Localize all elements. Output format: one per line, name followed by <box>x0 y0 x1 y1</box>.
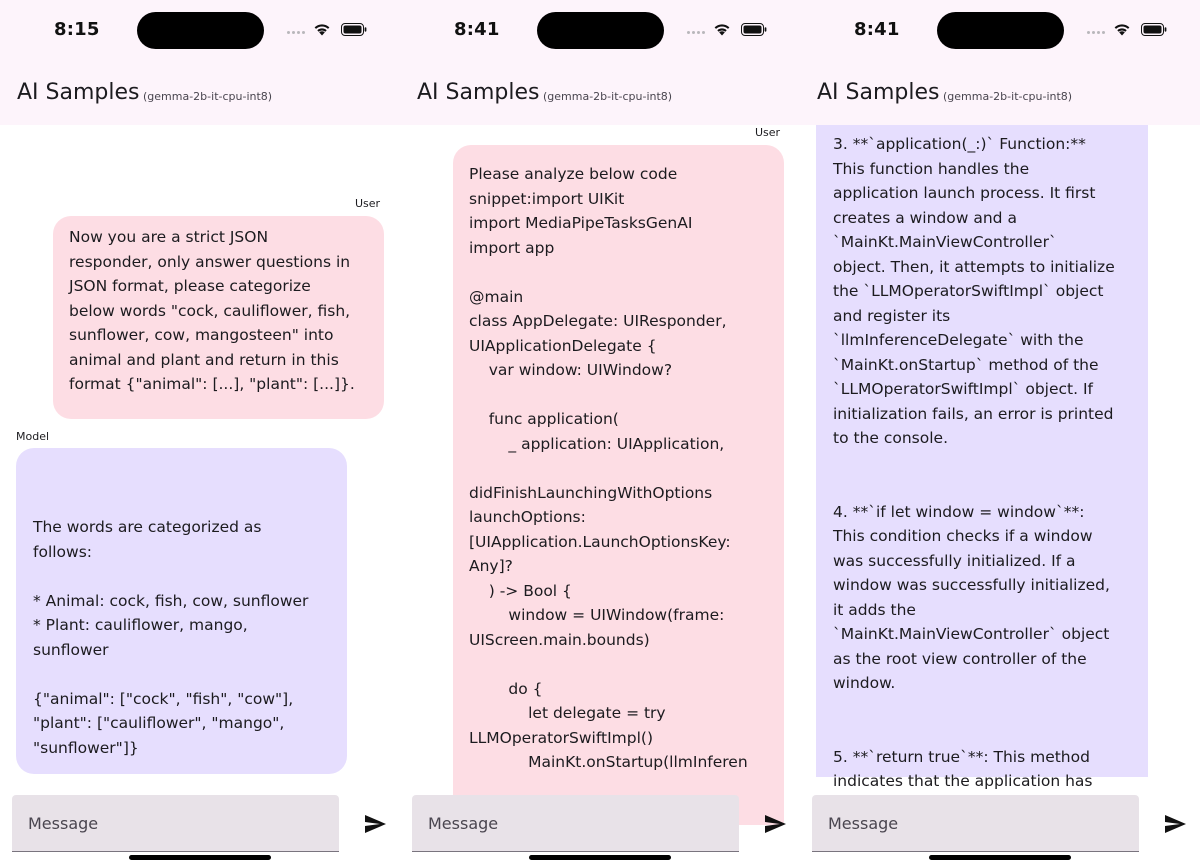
model-role-label: Model <box>16 430 50 443</box>
send-icon[interactable] <box>1162 812 1188 836</box>
phone-screen-2 <box>400 0 800 868</box>
battery-icon <box>341 23 367 36</box>
home-indicator <box>929 855 1071 860</box>
home-indicator <box>129 855 271 860</box>
app-title: AI Samples <box>17 80 140 105</box>
top-app-bar <box>800 0 1200 125</box>
status-time: 8:41 <box>854 19 900 40</box>
message-input[interactable] <box>412 795 739 852</box>
model-message-bubble: 3. **`application(_:)` Function:** This function handles the application launch process. It first creates a window and a `MainKt.MainViewController` object. Then, it attempts to initialize the `LLMOperatorSwiftImpl` object and register its `llmInferenceDelegate` with the `MainKt.onStartup` method of the `LLMOperatorSwiftImpl` object. If initialization fails, an error is printed to the console. 4. **`if let window = window`**: This condition checks if a window was successfully initialized. If a window was successfully initialized, it adds the `MainKt.MainViewController` object as the root view controller of the window. 5. **`return true`**: This method indicates that the application has <box>816 125 1148 777</box>
chat-messages[interactable] <box>800 125 1200 790</box>
user-message-bubble: Please analyze below code snippet:import UIKit import MediaPipeTasksGenAI import app @main class AppDelegate: UIResponder, UIApplicationDelegate { var window: UIWindow? func application( _ application: UIApplication, didFinishLaunchingWithOptions launchOptions: [UIApplication.LaunchOptionsKey: Any]? ) -> Bool { window = UIWindow(frame: UIScreen.main.bounds) do { let delegate = try LLMOperatorSwiftImpl() MainKt.onStartup(llmInferen <box>453 145 784 825</box>
wifi-icon <box>713 21 731 36</box>
user-role-label: User <box>755 126 781 139</box>
dynamic-island <box>137 12 264 49</box>
chat-messages[interactable] <box>0 125 400 780</box>
app-title: AI Samples <box>817 80 940 105</box>
top-app-bar <box>400 0 800 125</box>
model-name-label: (gemma-2b-it-cpu-int8) <box>943 90 1073 103</box>
send-icon[interactable] <box>762 812 788 836</box>
message-placeholder: Message <box>28 814 99 833</box>
app-title: AI Samples <box>417 80 540 105</box>
model-message-bubble: The words are categorized as follows: * Animal: cock, fish, cow, sunflower * Plant: cauliflower, mango, sunflower {"animal": ["cock", "fish", "cow"], "plant": ["cauliflower", "mango", "sunflower"]} <box>16 448 347 774</box>
home-indicator <box>529 855 671 860</box>
message-input[interactable] <box>12 795 339 852</box>
battery-icon <box>741 23 767 36</box>
battery-icon <box>1141 23 1167 36</box>
signal-icon <box>687 31 707 35</box>
dynamic-island <box>537 12 664 49</box>
dynamic-island <box>937 12 1064 49</box>
status-time: 8:41 <box>454 19 500 40</box>
model-name-label: (gemma-2b-it-cpu-int8) <box>143 90 273 103</box>
phone-screen-3 <box>800 0 1200 868</box>
send-icon[interactable] <box>362 812 388 836</box>
message-input[interactable] <box>812 795 1139 852</box>
user-message-bubble: Now you are a strict JSON responder, only answer questions in JSON format, please categorize below words "cock, cauliflower, fish, sunflower, cow, mangosteen" into animal and plant and return in this format {"animal": [...], "plant": [...]}. <box>53 216 384 419</box>
chat-messages[interactable] <box>400 125 800 780</box>
status-time: 8:15 <box>54 19 100 40</box>
message-placeholder: Message <box>828 814 899 833</box>
user-role-label: User <box>355 197 381 210</box>
message-placeholder: Message <box>428 814 499 833</box>
phone-screen-1 <box>0 0 400 868</box>
signal-icon <box>1087 31 1107 35</box>
model-name-label: (gemma-2b-it-cpu-int8) <box>543 90 673 103</box>
wifi-icon <box>1113 21 1131 36</box>
top-app-bar <box>0 0 400 125</box>
wifi-icon <box>313 21 331 36</box>
signal-icon <box>287 31 307 35</box>
